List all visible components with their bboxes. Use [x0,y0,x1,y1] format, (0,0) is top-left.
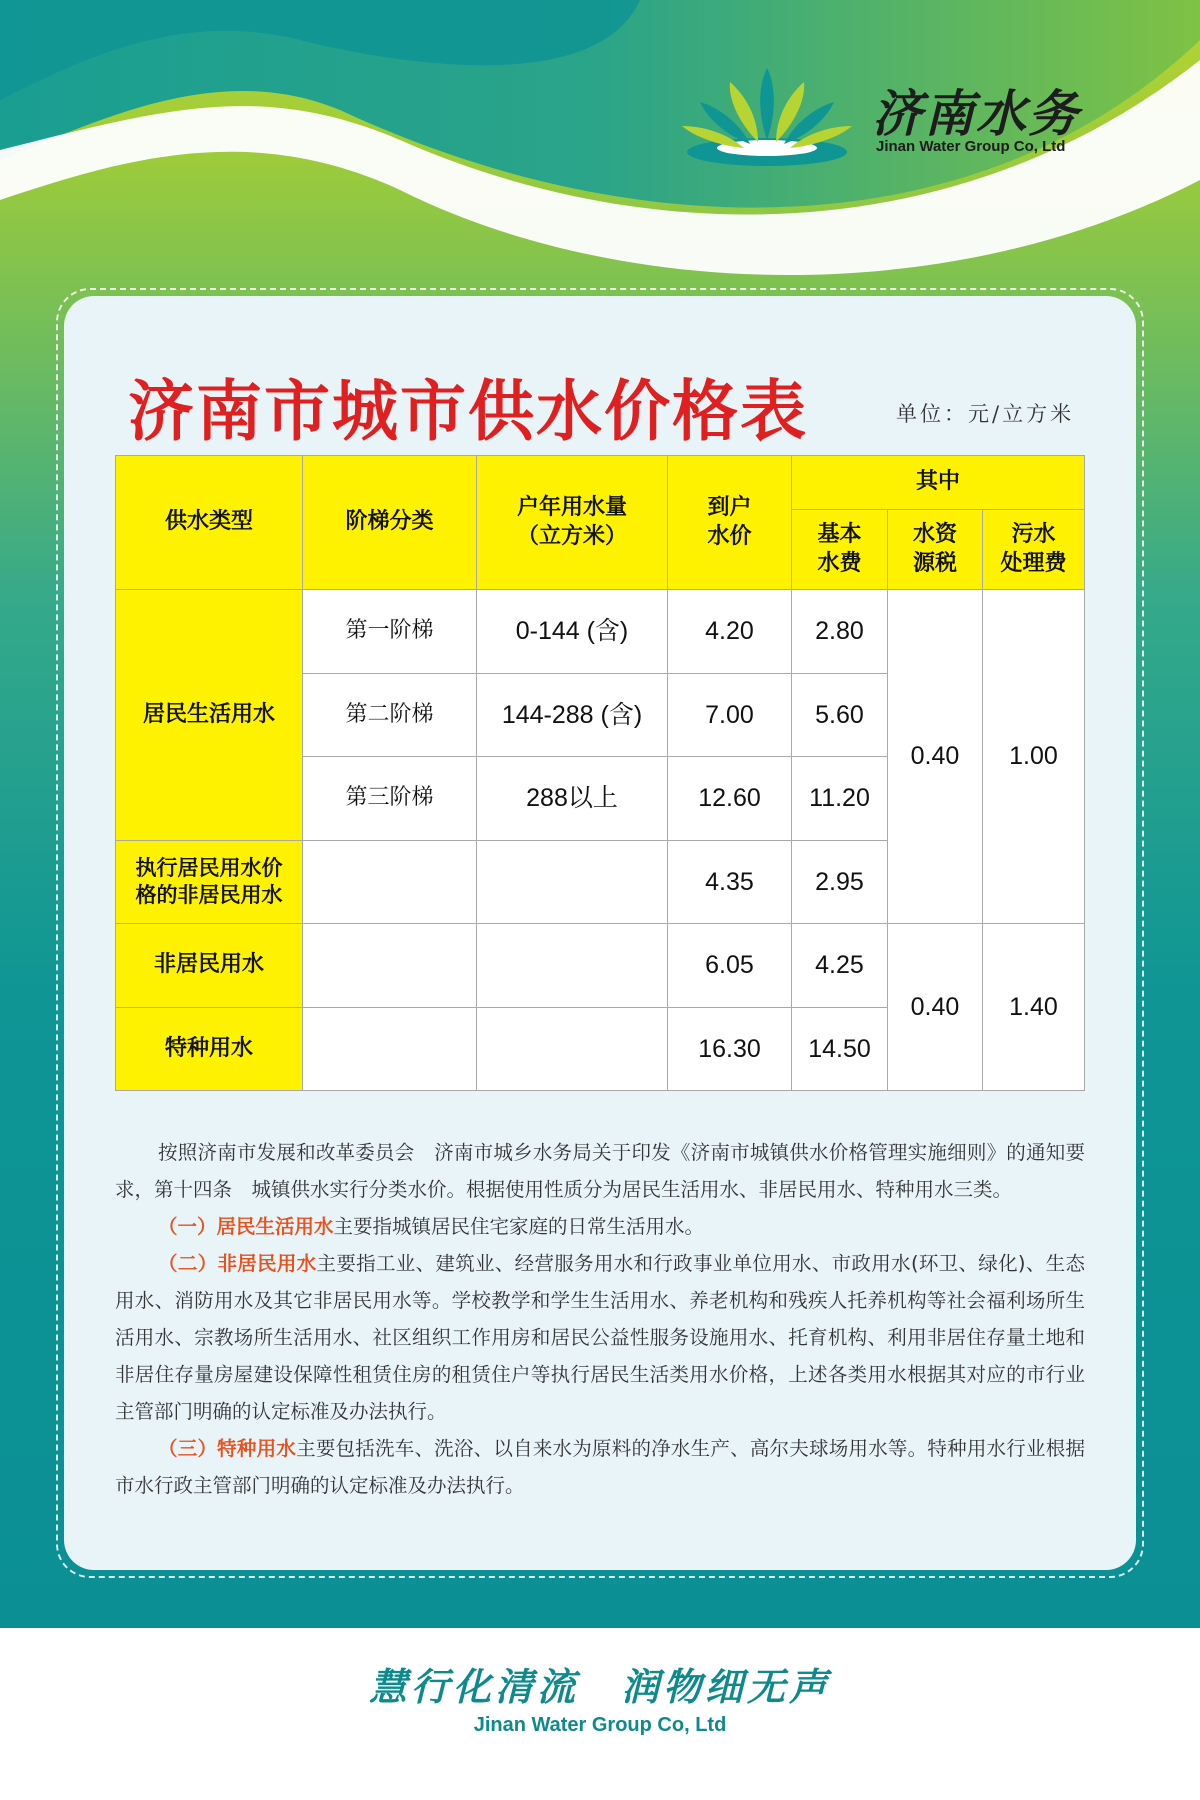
special-basic-fee: 14.50 [792,1008,888,1091]
item-text-residential: 主要指城镇居民住宅家庭的日常生活用水。 [333,1215,705,1238]
item-label-residential: （一）居民生活用水 [158,1215,334,1238]
tier-volume: 288以上 [477,757,668,841]
header-resource-tax: 水资 源税 [888,510,983,590]
header-of-which: 其中 [792,456,1085,510]
tier-price: 7.00 [668,674,792,757]
description-item-non-residential [115,1245,1085,1430]
group2-sewage-fee: 1.40 [983,924,1085,1091]
row-type-special: 特种用水 [116,1008,303,1091]
quasi-residential-basic-fee: 2.95 [792,841,888,924]
empty-cell [477,841,668,924]
footer-company-name: Jinan Water Group Co, Ltd [473,1714,727,1736]
description-item-special [115,1430,1085,1504]
tier-volume: 0-144 (含) [477,590,668,674]
header-supply-type: 供水类型 [116,456,303,590]
page-title: 济南市城市供水价格表 [128,373,808,450]
item-label-non-residential: （二）非居民用水 [158,1252,317,1275]
header-annual-volume: 户年用水量 （立方米） [477,456,668,590]
empty-cell [477,924,668,1008]
description-intro: 按照济南市发展和改革委员会 济南市城乡水务局关于印发《济南市城镇供水价格管理实施细则》的通知要求，第十四条 城镇供水实行分类水价。根据使用性质分为居民生活用水、非居民用水、特种用水三类。 [115,1141,1085,1201]
empty-cell [303,924,477,1008]
tier-label: 第一阶梯 [303,590,477,674]
header-sewage-fee: 污水 处理费 [983,510,1085,590]
group1-resource-tax: 0.40 [888,590,983,924]
tier-basic-fee: 2.80 [792,590,888,674]
empty-cell [303,841,477,924]
header-basic-fee: 基本 水费 [792,510,888,590]
tier-basic-fee: 5.60 [792,674,888,757]
header-tier: 阶梯分类 [303,456,477,590]
item-label-special: （三）特种用水 [158,1437,297,1460]
row-type-non-residential: 非居民用水 [116,924,303,1008]
brand-logo [672,60,1092,170]
logo-english-name: Jinan Water Group Co, Ltd [876,138,1066,155]
tier-label: 第三阶梯 [303,757,477,841]
header-delivered-price: 到户 水价 [668,456,792,590]
non-residential-basic-fee: 4.25 [792,924,888,1008]
table-row [116,924,1085,1008]
group2-resource-tax: 0.40 [888,924,983,1091]
row-type-residential: 居民生活用水 [116,590,303,841]
description-item-residential [115,1208,1085,1245]
item-text-non-residential: 主要指工业、建筑业、经营服务用水和行政事业单位用水、市政用水(环卫、绿化)、生态用水、消防用水及其它非居民用水等。学校教学和学生生活用水、养老机构和残疾人托养机构等社会福利场所生活用水、宗教场所生活用水、社区组织工作用房和居民公益性服务设施用水、托育机构、利用非居住存量土地和非居住存量房屋建设保障性租赁住房的租赁住户等执行居民生活类用水价格，上述各类用水根据其对应的市行业主管部门明确的认定标准及办法执行。 [115,1252,1085,1423]
footer-slogan: 慧行化清流 润物细无声 [368,1664,831,1709]
unit-label: 单位：元/立方米 [896,402,1075,426]
empty-cell [477,1008,668,1091]
group1-sewage-fee: 1.00 [983,590,1085,924]
special-price: 16.30 [668,1008,792,1091]
tier-price: 4.20 [668,590,792,674]
tier-volume: 144-288 (含) [477,674,668,757]
water-drop-logo-icon [672,60,862,170]
row-type-quasi-residential: 执行居民用水价 格的非居民用水 [116,841,303,924]
non-residential-price: 6.05 [668,924,792,1008]
item-text-special: 主要包括洗车、洗浴、以自来水为原料的净水生产、高尔夫球场用水等。特种用水行业根据市水行政主管部门明确的认定标准及办法执行。 [115,1437,1085,1497]
empty-cell [303,1008,477,1091]
tier-label: 第二阶梯 [303,674,477,757]
description-text [115,1134,1085,1504]
logo-chinese-name: 济南水务 [872,84,1080,143]
water-price-table [115,455,1085,1091]
table-row [116,590,1085,674]
quasi-residential-price: 4.35 [668,841,792,924]
tier-price: 12.60 [668,757,792,841]
tier-basic-fee: 11.20 [792,757,888,841]
